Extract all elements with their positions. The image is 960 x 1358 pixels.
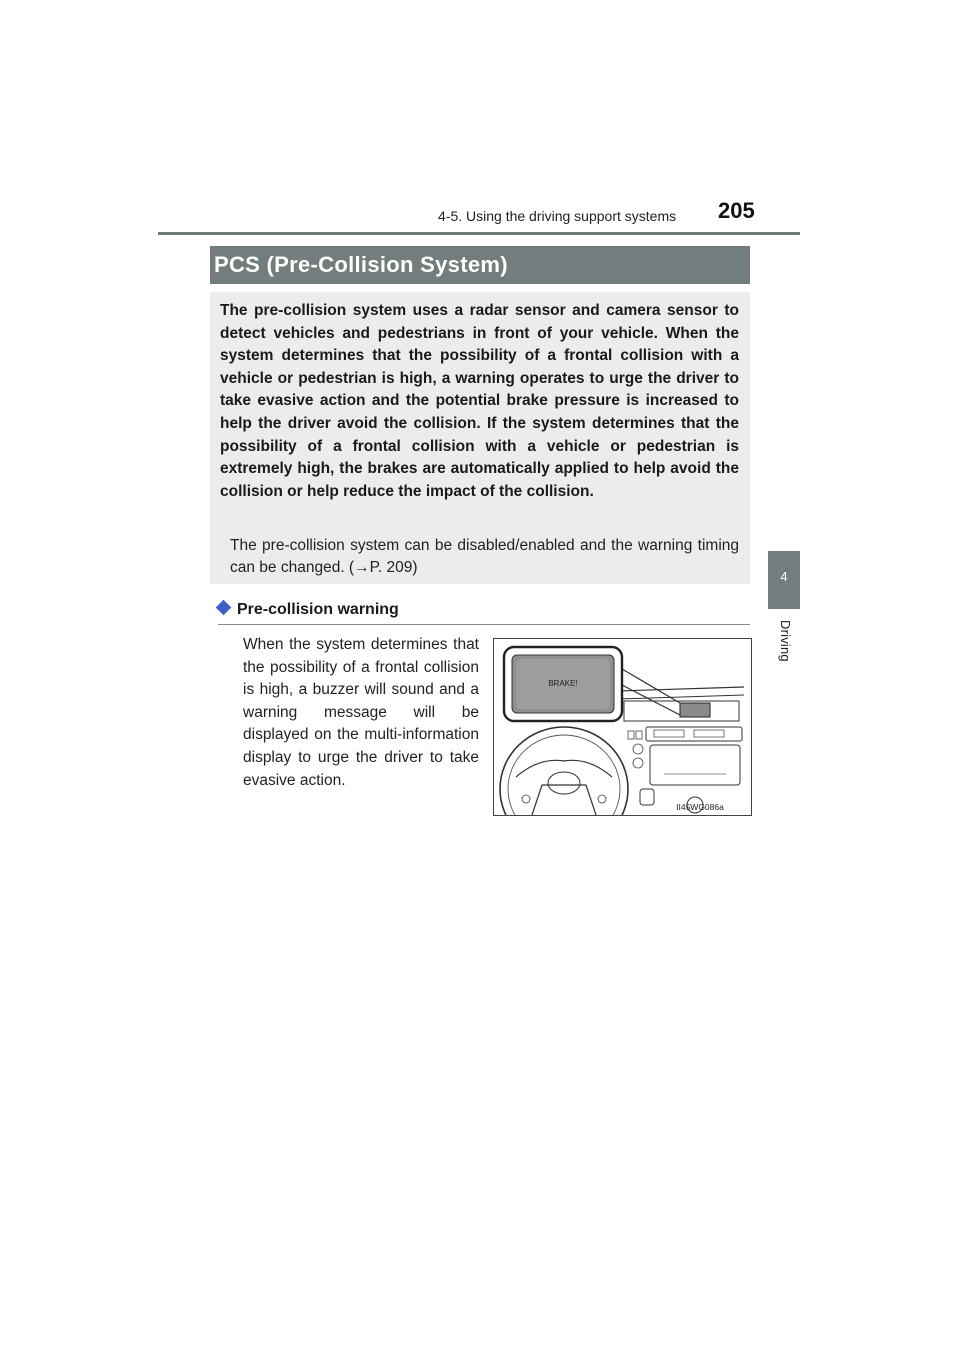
- chapter-tab: [768, 551, 800, 609]
- chapter-label: Driving: [778, 620, 793, 662]
- running-header-section: 4-5. Using the driving support systems: [438, 208, 677, 224]
- section-rule: [218, 624, 750, 625]
- dashboard-illustration: [493, 638, 752, 816]
- title-bar: [210, 246, 750, 284]
- section-heading-text: Pre-collision warning: [237, 601, 399, 618]
- intro-note: The pre-collision system can be disabled/enabled and the warning timing can be changed. (→P. 209): [230, 537, 739, 576]
- display-message: BRAKE!: [548, 679, 578, 688]
- section-heading: [218, 601, 399, 619]
- chapter-number: 4: [780, 569, 788, 584]
- page-title: PCS (Pre-Collision System): [214, 252, 508, 277]
- page-number: 205: [718, 198, 755, 223]
- section-body: When the system determines that the possibility of a frontal collision is high, a buzzer will sound and a warning message will be displayed on the multi-information display to urge the driver to take evasive action.: [243, 636, 479, 789]
- header-rule: [158, 232, 800, 235]
- figure-code: II45WG086a: [676, 802, 724, 812]
- intro-paragraph: The pre-collision system uses a radar sensor and camera sensor to detect vehicles and pedestrians in front of your vehicle. When the system determines that the possibility of a frontal collision with a vehicle or pedestrian is high, a warning operates to urge the driver to take evasive action and the potential brake pressure is increased to help the driver avoid the collision. If the system determines that the possibility of a frontal collision with a vehicle or pedestrian is extremely high, the brakes are automatically applied to help avoid the collision or help reduce the impact of the collision.: [220, 302, 739, 500]
- dashboard-drawing: [494, 639, 751, 815]
- diamond-icon: [216, 600, 232, 616]
- intro-box: [210, 292, 750, 584]
